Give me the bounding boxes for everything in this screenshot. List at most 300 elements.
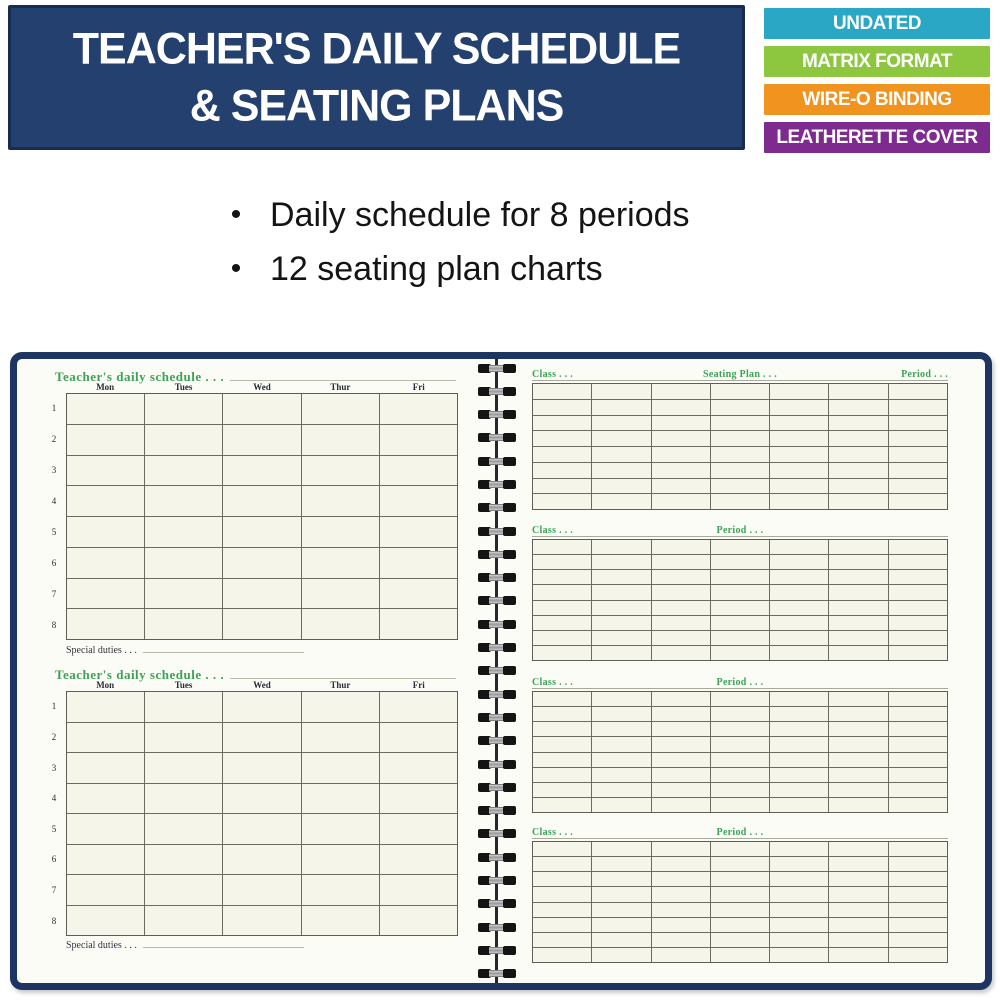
grid-cell — [223, 486, 300, 516]
grid-cell — [67, 845, 144, 875]
grid-cell — [829, 447, 887, 462]
wire-o-loop — [478, 433, 516, 443]
grid-cell — [711, 585, 769, 599]
period-number: 5 — [51, 823, 57, 834]
grid-cell — [302, 784, 379, 814]
grid-cell — [889, 737, 947, 751]
grid-cell — [652, 494, 710, 509]
day-header-row — [66, 679, 458, 691]
grid-cell — [380, 845, 457, 875]
seating-chart-grid — [532, 841, 948, 963]
grid-cell — [592, 707, 650, 721]
grid-cell — [829, 737, 887, 751]
grid-cell — [770, 692, 828, 706]
grid-cell — [829, 601, 887, 615]
grid-cell — [223, 394, 300, 424]
banner-title-line2: & SEATING PLANS — [189, 80, 564, 131]
binding-hole-right — [503, 503, 516, 512]
grid-cell — [67, 456, 144, 486]
grid-cell — [770, 585, 828, 599]
day-label: Fri — [412, 680, 425, 690]
grid-cell — [829, 463, 887, 478]
badge-leatherette-cover: LEATHERETTE COVER — [764, 122, 990, 153]
wire-o-loop — [478, 945, 516, 955]
grid-cell — [829, 692, 887, 706]
notebook-photo — [10, 352, 992, 990]
grid-cell — [67, 814, 144, 844]
grid-cell — [770, 948, 828, 962]
grid-cell — [380, 486, 457, 516]
grid-cell — [711, 616, 769, 630]
grid-cell — [533, 753, 591, 767]
grid-cell — [223, 456, 300, 486]
period-number-column — [45, 691, 63, 936]
grid-cell — [770, 601, 828, 615]
schedule-title-text: Teacher's daily schedule . . . — [55, 369, 225, 384]
grid-cell — [592, 384, 650, 399]
grid-cell — [889, 400, 947, 415]
grid-cell — [711, 737, 769, 751]
wire-o-loop — [478, 759, 516, 769]
grid-cell — [533, 798, 591, 812]
period-number: 7 — [51, 885, 57, 896]
grid-cell — [533, 585, 591, 599]
grid-cell — [652, 463, 710, 478]
binding-hole-right — [503, 806, 516, 815]
grid-cell — [533, 903, 591, 917]
binding-hole-right — [503, 620, 516, 629]
grid-cell — [302, 814, 379, 844]
wire-o-loop — [478, 969, 516, 979]
grid-cell — [223, 517, 300, 547]
day-label: Mon — [96, 382, 115, 392]
grid-cell — [592, 416, 650, 431]
grid-cell — [67, 517, 144, 547]
wire-o-loop — [478, 643, 516, 653]
wire-o-loop — [478, 852, 516, 862]
grid-cell — [223, 784, 300, 814]
grid-cell — [829, 400, 887, 415]
grid-cell — [380, 723, 457, 753]
grid-cell — [652, 384, 710, 399]
grid-cell — [533, 737, 591, 751]
binding-hole-right — [503, 969, 516, 978]
grid-cell — [223, 875, 300, 905]
grid-cell — [223, 548, 300, 578]
grid-cell — [533, 872, 591, 886]
grid-cell — [889, 463, 947, 478]
feature-text: 12 seating plan charts — [270, 249, 603, 288]
grid-cell — [770, 616, 828, 630]
grid-cell — [652, 479, 710, 494]
grid-cell — [652, 903, 710, 917]
binding-hole-right — [503, 457, 516, 466]
grid-cell — [711, 753, 769, 767]
grid-cell — [380, 394, 457, 424]
grid-cell — [223, 814, 300, 844]
grid-cell — [302, 425, 379, 455]
grid-cell — [380, 548, 457, 578]
grid-cell — [652, 768, 710, 782]
grid-cell — [145, 753, 222, 783]
grid-cell — [770, 903, 828, 917]
grid-cell — [533, 601, 591, 615]
grid-cell — [380, 814, 457, 844]
grid-cell — [829, 540, 887, 554]
grid-cell — [829, 707, 887, 721]
grid-cell — [711, 842, 769, 856]
grid-cell — [770, 400, 828, 415]
grid-cell — [829, 722, 887, 736]
binding-hole-right — [503, 923, 516, 932]
wire-o-loop — [478, 386, 516, 396]
grid-cell — [592, 601, 650, 615]
grid-cell — [145, 814, 222, 844]
grid-cell — [889, 933, 947, 947]
grid-cell — [889, 753, 947, 767]
grid-cell — [67, 609, 144, 639]
grid-cell — [652, 540, 710, 554]
grid-cell — [711, 903, 769, 917]
grid-cell — [889, 798, 947, 812]
grid-cell — [592, 798, 650, 812]
grid-cell — [829, 857, 887, 871]
grid-cell — [711, 692, 769, 706]
grid-cell — [223, 579, 300, 609]
wire-o-loop — [478, 689, 516, 699]
wire-o-loop — [478, 573, 516, 583]
seating-chart-header — [532, 523, 948, 537]
grid-cell — [380, 517, 457, 547]
grid-cell — [533, 933, 591, 947]
grid-cell — [711, 783, 769, 797]
grid-cell — [302, 548, 379, 578]
grid-cell — [533, 431, 591, 446]
grid-cell — [592, 903, 650, 917]
grid-cell — [67, 486, 144, 516]
grid-cell — [67, 753, 144, 783]
grid-cell — [592, 555, 650, 569]
grid-cell — [592, 616, 650, 630]
grid-cell — [770, 857, 828, 871]
period-number: 2 — [51, 434, 57, 445]
grid-cell — [652, 616, 710, 630]
wire-o-loop — [478, 479, 516, 489]
grid-cell — [652, 400, 710, 415]
grid-cell — [145, 486, 222, 516]
seating-chart-header — [532, 825, 948, 839]
grid-cell — [380, 906, 457, 936]
grid-cell — [711, 447, 769, 462]
binding-hole-right — [503, 364, 516, 373]
grid-cell — [829, 918, 887, 932]
grid-cell — [770, 540, 828, 554]
grid-cell — [889, 447, 947, 462]
binding-hole-right — [503, 713, 516, 722]
binding-hole-right — [503, 899, 516, 908]
grid-cell — [302, 609, 379, 639]
grid-cell — [145, 456, 222, 486]
grid-cell — [223, 425, 300, 455]
period-label: Period . . . — [901, 369, 948, 380]
grid-cell — [652, 872, 710, 886]
grid-cell — [67, 906, 144, 936]
grid-cell — [145, 692, 222, 722]
period-number: 8 — [51, 915, 57, 926]
grid-cell — [652, 585, 710, 599]
grid-cell — [592, 692, 650, 706]
grid-cell — [770, 707, 828, 721]
schedule-title-text: Teacher's daily schedule . . . — [55, 667, 225, 682]
grid-cell — [533, 842, 591, 856]
grid-cell — [223, 753, 300, 783]
grid-cell — [770, 416, 828, 431]
grid-cell — [829, 555, 887, 569]
period-number: 7 — [51, 588, 57, 599]
grid-cell — [652, 753, 710, 767]
grid-cell — [145, 723, 222, 753]
grid-cell — [592, 933, 650, 947]
grid-cell — [533, 692, 591, 706]
period-number: 3 — [51, 465, 57, 476]
wire-o-loop — [478, 782, 516, 792]
class-label: Class . . . — [532, 827, 574, 838]
grid-cell — [889, 707, 947, 721]
grid-cell — [592, 646, 650, 660]
wire-o-loop — [478, 922, 516, 932]
wire-o-loop — [478, 410, 516, 420]
grid-cell — [652, 431, 710, 446]
grid-cell — [770, 722, 828, 736]
binding-hole-right — [503, 433, 516, 442]
day-header-row — [66, 381, 458, 393]
wire-o-loop — [478, 596, 516, 606]
feature-item — [228, 188, 690, 242]
grid-cell — [592, 872, 650, 886]
grid-cell — [592, 540, 650, 554]
grid-cell — [592, 842, 650, 856]
wire-o-loop — [478, 806, 516, 816]
grid-cell — [67, 692, 144, 722]
grid-cell — [711, 646, 769, 660]
grid-cell — [889, 646, 947, 660]
grid-cell — [889, 783, 947, 797]
binding-hole-right — [503, 410, 516, 419]
special-duties-label: Special duties . . . — [66, 645, 137, 656]
grid-cell — [711, 948, 769, 962]
grid-cell — [592, 431, 650, 446]
grid-cell — [67, 723, 144, 753]
grid-cell — [592, 447, 650, 462]
grid-cell — [829, 570, 887, 584]
grid-cell — [770, 842, 828, 856]
grid-cell — [711, 601, 769, 615]
grid-cell — [889, 431, 947, 446]
grid-cell — [223, 723, 300, 753]
grid-cell — [770, 918, 828, 932]
class-label: Class . . . — [532, 525, 574, 536]
day-label: Wed — [253, 680, 271, 690]
grid-cell — [711, 631, 769, 645]
grid-cell — [770, 798, 828, 812]
wire-o-loop — [478, 526, 516, 536]
period-number: 4 — [51, 793, 57, 804]
grid-cell — [770, 872, 828, 886]
grid-cell — [711, 555, 769, 569]
day-label: Tues — [174, 382, 193, 392]
grid-cell — [592, 494, 650, 509]
grid-cell — [652, 798, 710, 812]
period-number: 2 — [51, 731, 57, 742]
grid-cell — [302, 753, 379, 783]
grid-cell — [829, 948, 887, 962]
grid-cell — [889, 857, 947, 871]
binding-hole-right — [503, 853, 516, 862]
grid-cell — [711, 494, 769, 509]
grid-cell — [889, 903, 947, 917]
day-label: Tues — [174, 680, 193, 690]
grid-cell — [533, 384, 591, 399]
grid-cell — [770, 463, 828, 478]
seating-plan-label: Seating Plan . . . — [702, 369, 778, 380]
grid-cell — [533, 463, 591, 478]
grid-cell — [829, 768, 887, 782]
binding-hole-right — [503, 829, 516, 838]
grid-cell — [829, 616, 887, 630]
grid-cell — [652, 692, 710, 706]
grid-cell — [770, 494, 828, 509]
grid-cell — [652, 570, 710, 584]
grid-cell — [380, 456, 457, 486]
grid-cell — [592, 479, 650, 494]
banner-title-line1: TEACHER'S DAILY SCHEDULE — [72, 23, 681, 74]
grid-cell — [145, 609, 222, 639]
wire-o-loop — [478, 899, 516, 909]
binding-hole-right — [503, 480, 516, 489]
grid-cell — [67, 875, 144, 905]
grid-cell — [145, 548, 222, 578]
period-number: 4 — [51, 496, 57, 507]
badge-undated: UNDATED — [764, 8, 990, 39]
grid-cell — [829, 631, 887, 645]
grid-cell — [533, 948, 591, 962]
grid-cell — [592, 857, 650, 871]
grid-cell — [889, 494, 947, 509]
grid-cell — [302, 486, 379, 516]
bullet-icon: • — [230, 252, 242, 285]
feature-list — [228, 188, 690, 296]
grid-cell — [889, 918, 947, 932]
binding-hole-right — [503, 690, 516, 699]
seating-chart-grid — [532, 539, 948, 661]
grid-cell — [302, 517, 379, 547]
day-label: Thur — [330, 382, 351, 392]
grid-cell — [302, 692, 379, 722]
grid-cell — [711, 933, 769, 947]
grid-cell — [889, 887, 947, 901]
grid-cell — [652, 447, 710, 462]
grid-cell — [380, 753, 457, 783]
grid-cell — [770, 555, 828, 569]
period-number: 3 — [51, 762, 57, 773]
grid-cell — [145, 845, 222, 875]
grid-cell — [711, 570, 769, 584]
grid-cell — [711, 798, 769, 812]
grid-cell — [302, 394, 379, 424]
grid-cell — [592, 768, 650, 782]
grid-cell — [67, 784, 144, 814]
grid-cell — [770, 646, 828, 660]
binding-hole-right — [503, 387, 516, 396]
period-label: Period . . . — [716, 827, 764, 838]
grid-cell — [652, 948, 710, 962]
period-number: 8 — [51, 619, 57, 630]
seating-chart-header — [532, 367, 948, 381]
grid-cell — [829, 872, 887, 886]
grid-cell — [889, 601, 947, 615]
grid-cell — [302, 579, 379, 609]
grid-cell — [711, 463, 769, 478]
period-label: Period . . . — [716, 677, 764, 688]
grid-cell — [592, 463, 650, 478]
grid-cell — [592, 918, 650, 932]
grid-cell — [592, 737, 650, 751]
grid-cell — [711, 479, 769, 494]
grid-cell — [889, 555, 947, 569]
grid-cell — [380, 609, 457, 639]
grid-cell — [829, 646, 887, 660]
binding-hole-right — [503, 527, 516, 536]
grid-cell — [223, 906, 300, 936]
binding-hole-right — [503, 783, 516, 792]
grid-cell — [770, 431, 828, 446]
grid-cell — [533, 555, 591, 569]
grid-cell — [770, 631, 828, 645]
grid-cell — [533, 918, 591, 932]
grid-cell — [652, 857, 710, 871]
grid-cell — [592, 400, 650, 415]
period-number: 1 — [51, 701, 57, 712]
binding-hole-right — [503, 736, 516, 745]
grid-cell — [302, 456, 379, 486]
grid-cell — [889, 842, 947, 856]
grid-cell — [889, 616, 947, 630]
grid-cell — [829, 887, 887, 901]
grid-cell — [770, 768, 828, 782]
grid-cell — [533, 631, 591, 645]
grid-cell — [770, 737, 828, 751]
daily-schedule-grid — [66, 691, 458, 936]
grid-cell — [829, 494, 887, 509]
grid-cell — [302, 906, 379, 936]
grid-cell — [829, 903, 887, 917]
special-duties-row — [66, 645, 306, 656]
period-number: 1 — [51, 403, 57, 414]
class-label: Class . . . — [532, 369, 574, 380]
grid-cell — [770, 570, 828, 584]
grid-cell — [889, 416, 947, 431]
grid-cell — [652, 722, 710, 736]
writing-line — [143, 947, 304, 948]
grid-cell — [829, 479, 887, 494]
grid-cell — [652, 842, 710, 856]
binding-hole-right — [503, 643, 516, 652]
period-number: 5 — [51, 526, 57, 537]
wire-o-binding — [478, 363, 516, 979]
grid-cell — [829, 416, 887, 431]
grid-cell — [652, 933, 710, 947]
period-number-column — [45, 393, 63, 640]
